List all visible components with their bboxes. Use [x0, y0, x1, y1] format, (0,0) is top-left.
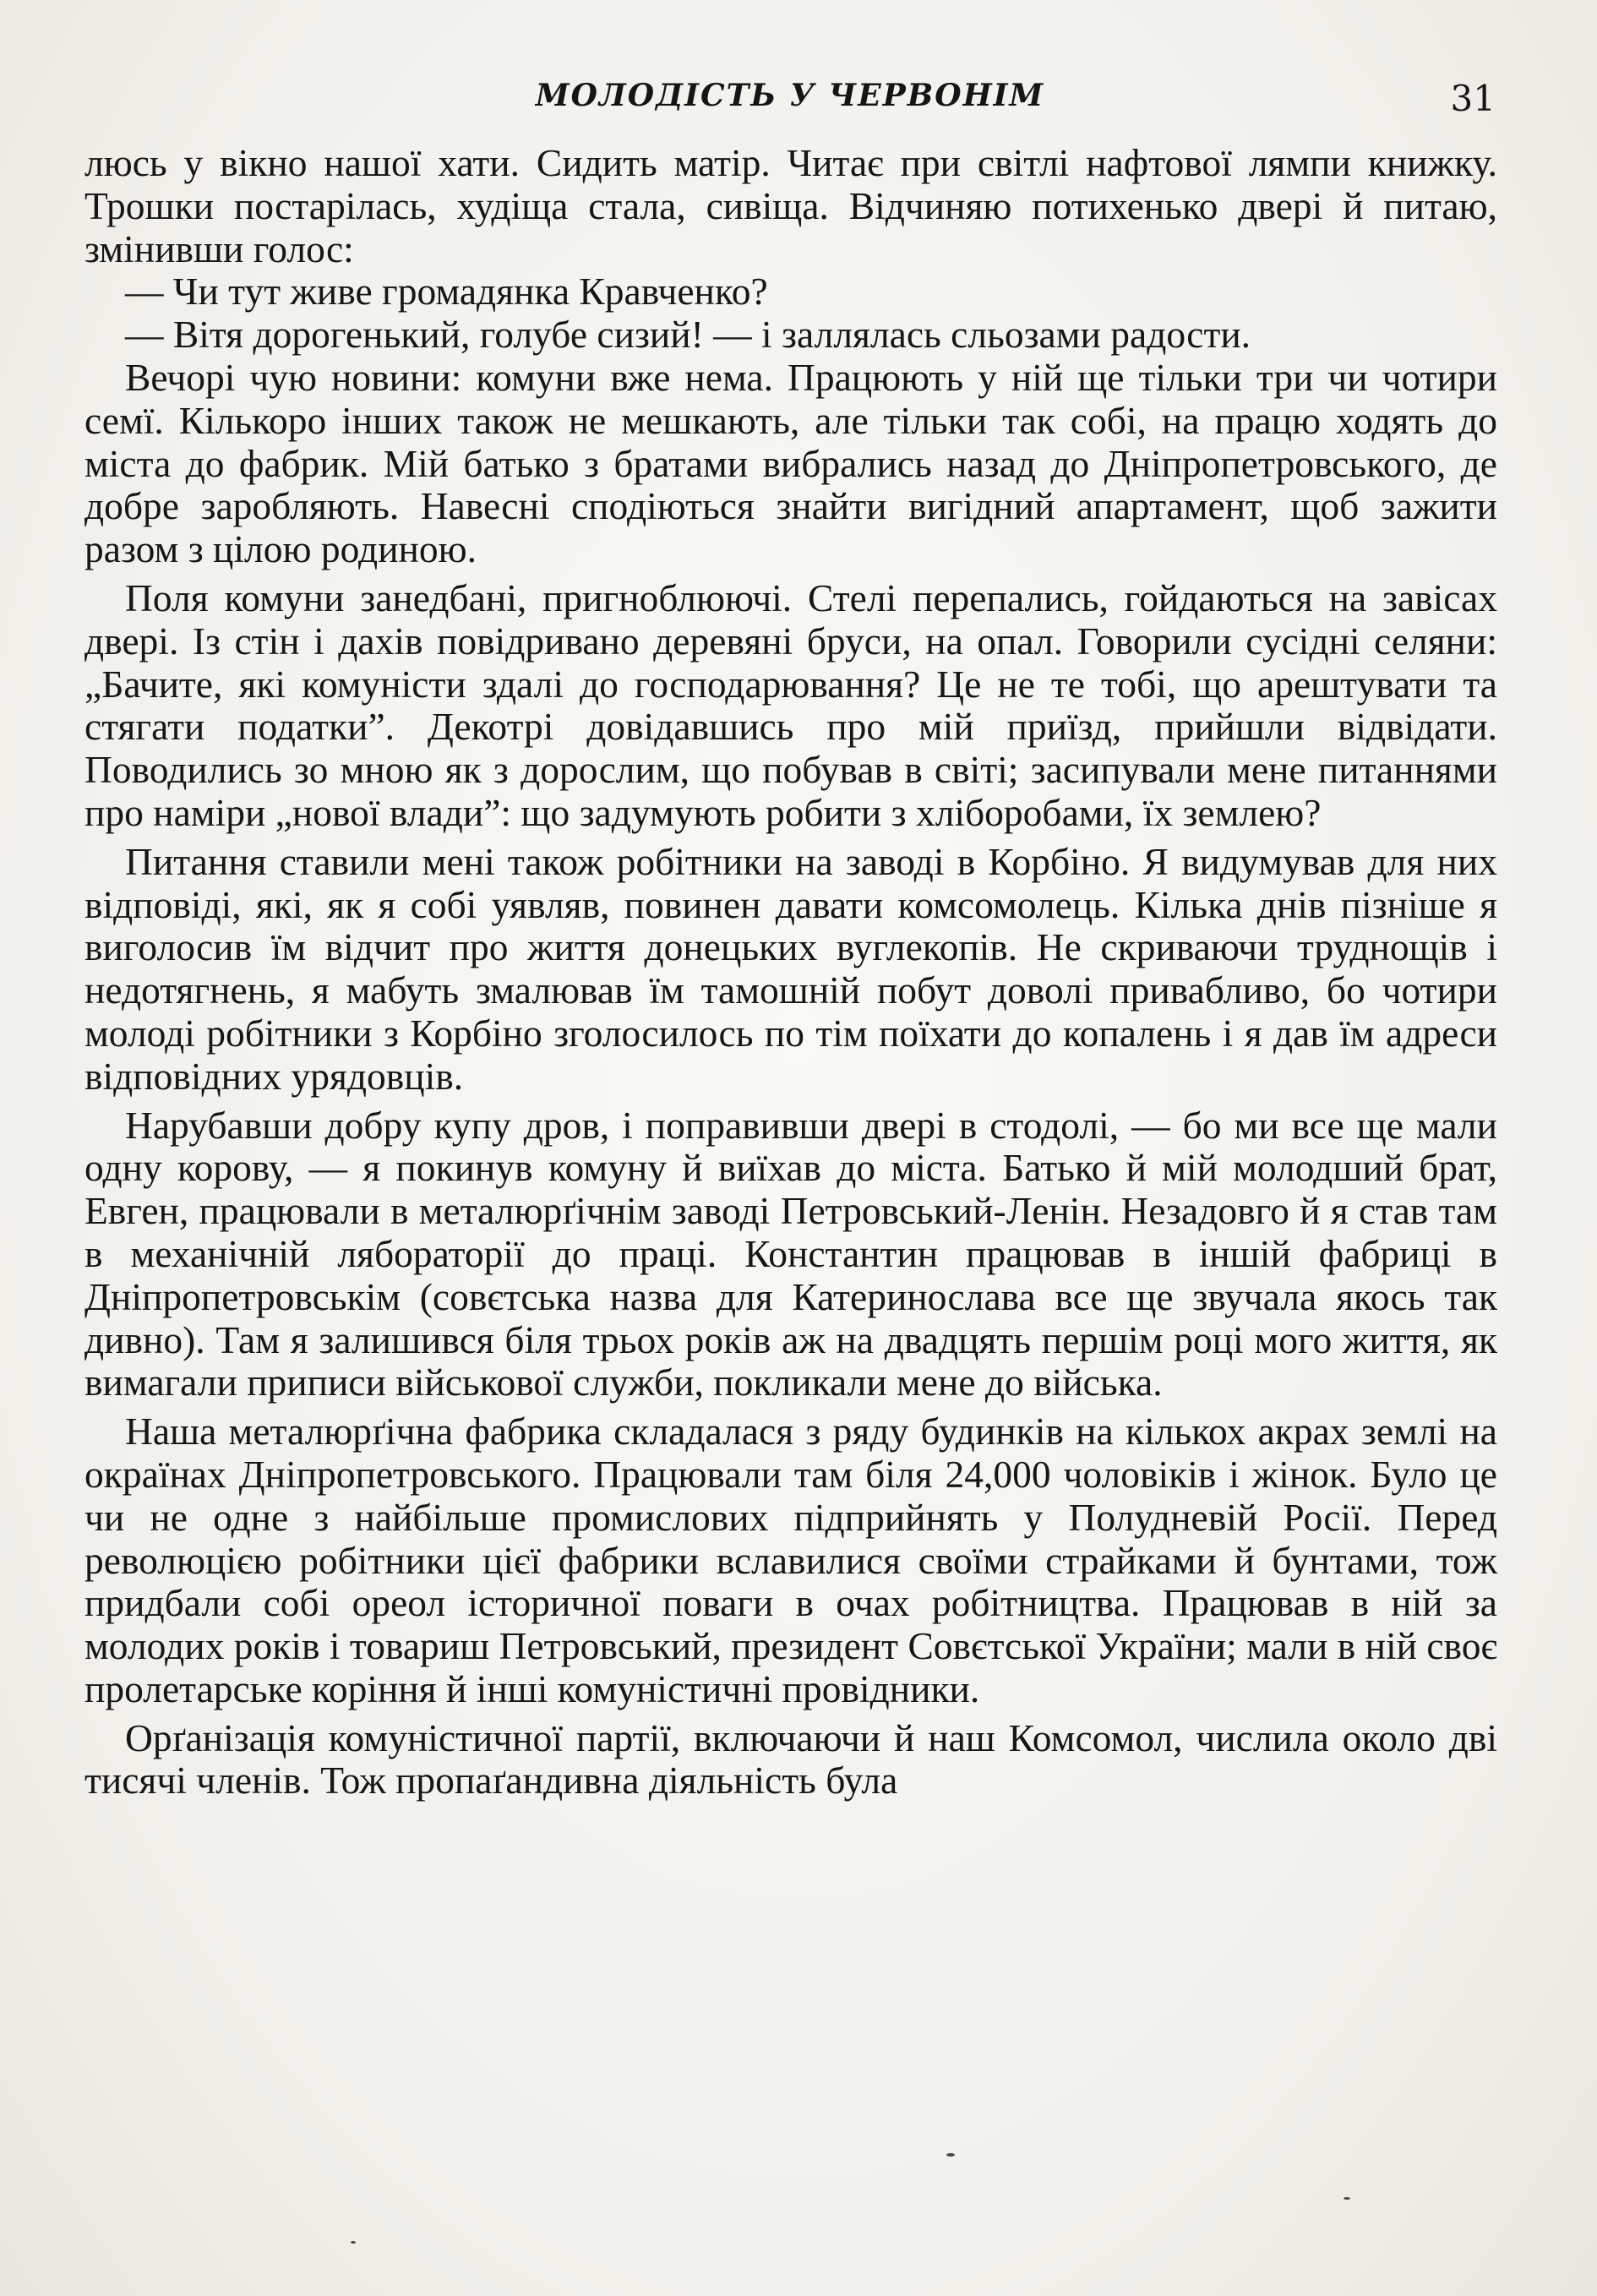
running-title: МОЛОДІСТЬ У ЧЕРВОНІМ	[535, 78, 1045, 113]
paragraph: Орґанізація комуністичної партії, включаючи й наш Комсомол, числила около дві тисячі членів. Тож пропаґандивна діяльність була	[84, 1715, 1497, 1802]
page-header	[84, 78, 1496, 137]
paragraph: Наша металюрґічна фабрика складалася з ряду будинків на кількох акрах землі на окраїнах Дніпропетровського. Працювали там біля 24,000 чоловіків і жінок. Було це чи не одне з найбільше промислових підприйнять у Полудневій Росії. Перед революцією робітники цієї фабрики вславилися своїми страйками й бунтами, тож придбали собі ореол історичної поваги в очах робітництва. Працював в ній за молодих років і товариш Петровський, президент Совєтської України; мали в ній своє пролетарське коріння й інші комуністичні провідники.	[84, 1410, 1497, 1710]
page-number: 31	[1450, 78, 1496, 119]
paper-speck	[1344, 2197, 1350, 2200]
paragraph: Питання ставили мені також робітники на заводі в Корбіно. Я видумував для них відповіді, які, як я собі уявляв, повинен давати комсомолець. Кілька днів пізніше я виголосив їм відчит про життя донецьких вуглекопів. Не скриваючи труднощів і недотягнень, я мабуть змалював їм тамошній побут доволі привабливо, бо чотири молоді робітники з Корбіно зголосилось по тім поїхати до копалень і я дав їм адреси відповідних урядовців.	[84, 839, 1497, 1098]
paragraph: Вечорі чую новини: комуни вже нема. Працюють у ній ще тільки три чи чотири семї. Кількоро інших також не мешкають, але тільки так собі, на працю ходять до міста до фабрик. Мій батько з братами вибрались назад до Дніпропетровського, де добре заробляють. Навесні сподіються знайти вигідний апартамент, щоб зажити разом з цілою родиною.	[84, 355, 1497, 571]
paragraph: Поля комуни занедбані, пригноблюючі. Стелі перепались, гойдаються на завісах двері. Із стін і дахів повідривано деревяні бруси, на опал. Говорили сусідні селяни: „Бачите, які комуністи здалі до господарювання? Це не те тобі, що арештувати та стягати податки”. Декотрі довідавшись про мій приїзд, прийшли відвідати. Поводились зо мною як з дорослим, що побував в світі; засипували мене питаннями про наміри „нової влади”: що задумують робити з хліборобами, їх землею?	[84, 575, 1497, 834]
body-text	[84, 142, 1497, 1802]
paper-speck	[946, 2153, 955, 2157]
dialogue-line: — Вітя дорогенький, голубе сизий! — і заллялась сльозами радости.	[125, 313, 1251, 357]
paragraph: Нарубавши добру купу дров, і поправивши двері в стодолі, — бо ми все ще мали одну корову, — я покинув комуну й виїхав до міста. Батько й мій молодший брат, Евген, працювали в металюрґічнім заводі Петровський-Ленін. Незадовго й я став там в механічній лябораторії до праці. Константин працював в іншій фабриці в Дніпропетровськім (совєтська назва для Катеринослава все ще звучала якось так дивно). Там я залишився біля трьох років аж на двадцять першім році мого життя, як вимагали приписи військової служби, покликали мене до війська.	[84, 1103, 1497, 1404]
dialogue-line: — Чи тут живе громадянка Кравченко?	[125, 270, 768, 314]
paragraph: люсь у вікно нашої хати. Сидить матір. Читає при світлі нафтової лямпи книжку. Трошки постарілась, худіща стала, сивіща. Відчиняю потихенько двері й питаю, змінивши голос:	[84, 141, 1497, 270]
paper-speck	[351, 2241, 356, 2244]
